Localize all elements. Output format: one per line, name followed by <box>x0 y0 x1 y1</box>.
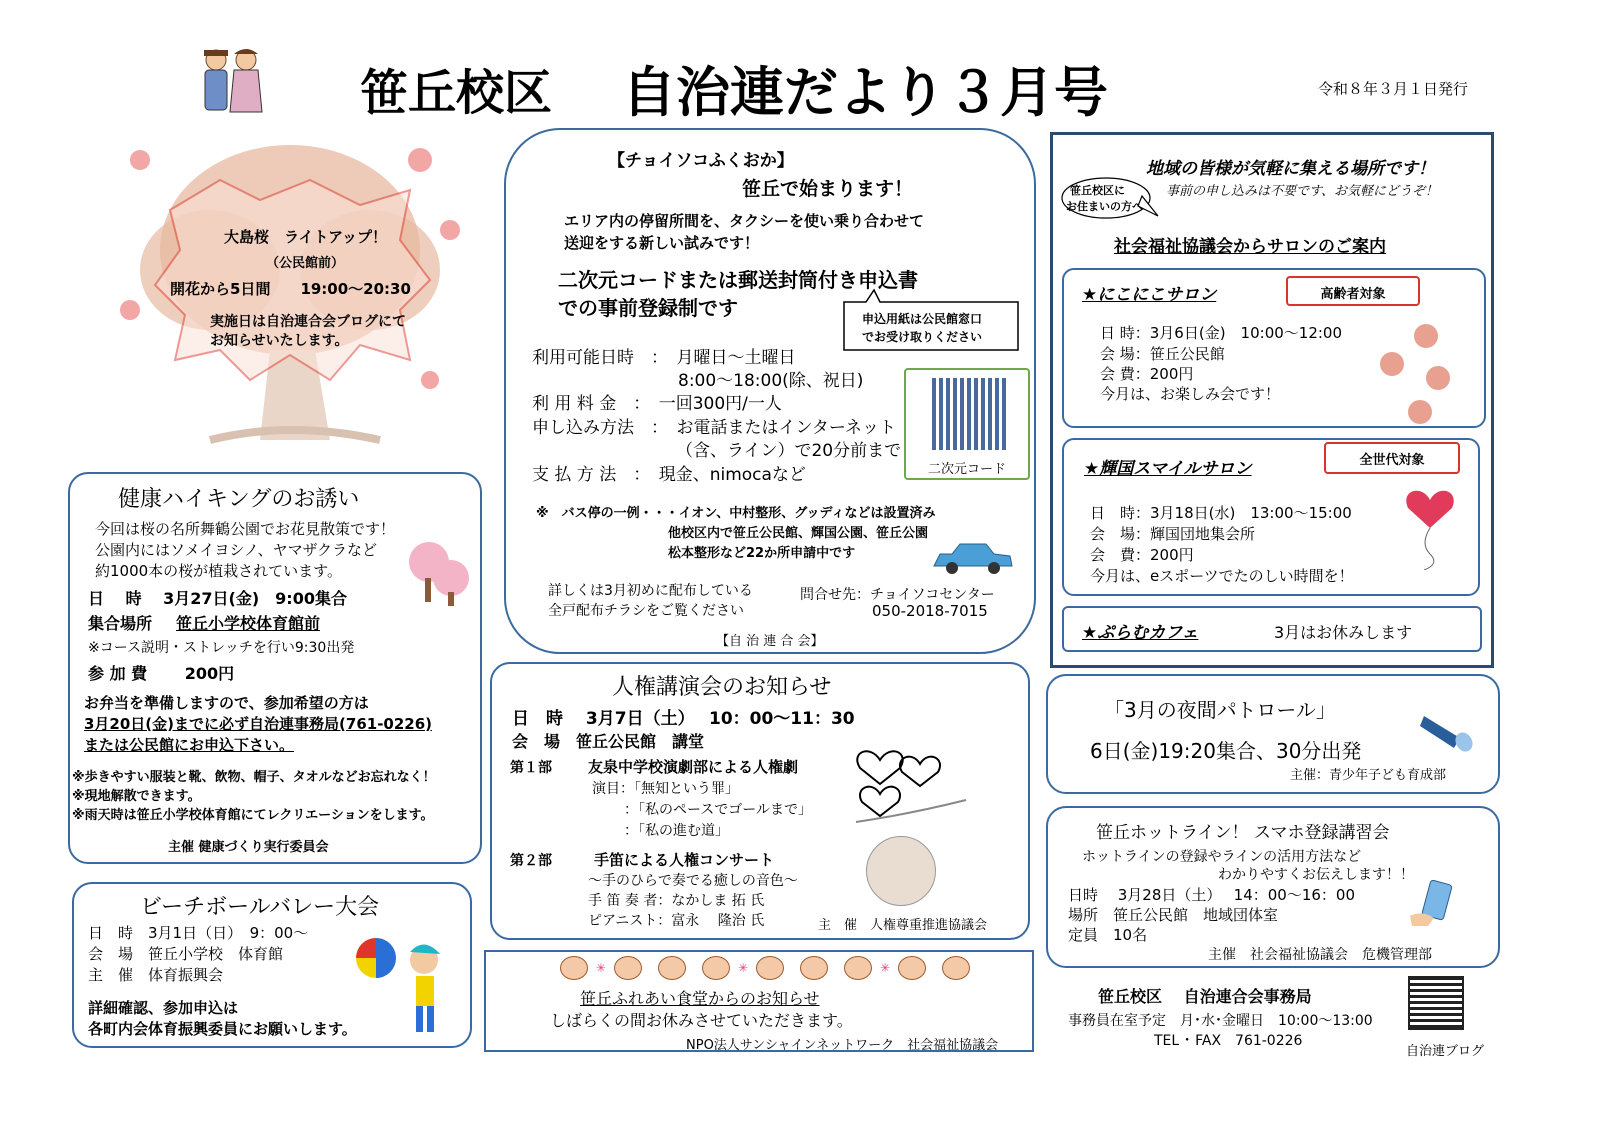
face-icon <box>800 956 828 980</box>
jinken-part1-item-2: ：「私のペースでゴールまで」 <box>624 802 813 818</box>
plum-cafe-name: ★ぷらむカフェ <box>1082 623 1199 643</box>
smartphone-hand-icon <box>1408 880 1456 928</box>
choisoko-row-3: 利 用 料 金 ： 一回300円/一人 <box>532 394 782 414</box>
star-icon: ✳ <box>880 961 891 975</box>
hiking-place-label: 集合場所 <box>88 614 153 633</box>
hiking-date: 日 時 3月27日(金) 9:00集合 <box>88 589 347 608</box>
choisoko-register-2: での事前登録制です <box>558 296 738 320</box>
beach-ball-kid-illustration <box>354 930 454 1040</box>
face-icon <box>658 956 686 980</box>
beach-row-3: 主 催 体育振興会 <box>88 966 224 984</box>
jinken-date: 日 時 3月7日（土） 10：00～11：30 <box>512 709 855 729</box>
hotline-row-2: 場所 笹丘公民館 地域団体室 <box>1068 906 1279 924</box>
hotline-row-3: 定員 10名 <box>1068 926 1148 944</box>
plum-cafe-note: 3月はお休みします <box>1274 623 1413 642</box>
fureai-org: NPO法人サンシャインネットワーク 社会福祉協議会 <box>686 1038 999 1053</box>
sakura-note-1: 実施日は自治連合会ブログにて <box>210 314 406 330</box>
issue-date: 令和８年３月１日発行 <box>1318 80 1469 98</box>
bubble-line-2: お住まいの方へ <box>1066 200 1143 213</box>
jinken-organizer: 主 催 人権尊重推進協議会 <box>818 918 988 933</box>
face-icon <box>898 956 926 980</box>
heart-balloon-icon <box>1400 480 1460 570</box>
nikoniko-row-4: 今月は、お楽しみ会です！ <box>1100 385 1281 403</box>
jinken-part2-label: 第２部 <box>510 853 552 869</box>
jinken-part2-title: 手笛による人権コンサート <box>594 851 775 869</box>
fureai-title: 笹丘ふれあい食堂からのお知らせ <box>580 989 820 1008</box>
choisoko-bus-2: 他校区内で笹丘公民館、輝国公園、笹丘公園 <box>668 526 929 541</box>
kikoku-row-4: 今月は、eスポーツでたのしい時間を！ <box>1090 567 1354 585</box>
choisoko-bus-1: ※ バス停の一例・・・イオン、中村整形、グッディなどは設置済み <box>536 506 936 521</box>
hiking-intro-3: 約1000本の桜が植栽されています。 <box>95 562 342 580</box>
car-icon <box>928 538 1018 578</box>
office-tel: TEL ･ FAX 761-0226 <box>1154 1033 1303 1049</box>
salon-tagline-2: 事前の申し込みは不要です、お気軽にどうぞ！ <box>1166 184 1438 199</box>
choisoko-contact-2: 050-2018-7015 <box>872 602 988 620</box>
blog-label: 自治連ブログ <box>1406 1044 1485 1059</box>
hiking-organizer: 主催 健康づくり実行委員会 <box>168 840 329 855</box>
sakura-period: 開花から5日間 19:00～20:30 <box>170 280 411 298</box>
choisoko-detail-2: 全戸配布チラシをご覧ください <box>548 603 744 619</box>
qr-code-label: 二次元コード <box>928 462 1007 477</box>
bubble-line-1: 笹丘校区に <box>1070 184 1125 197</box>
hiking-intro-1: 今回は桜の名所舞鶴公園でお花見散策です！ <box>95 520 396 538</box>
page-title: 自治連だより３月号 <box>622 61 1108 124</box>
face-icon <box>614 956 642 980</box>
cherry-trees-icon <box>405 538 475 606</box>
jinken-part1-title: 友泉中学校演劇部による人権劇 <box>588 758 799 776</box>
hotline-desc-2: わかりやすくお伝えします！！ <box>1218 867 1414 883</box>
kikoku-target-badge: 全世代対象 <box>1324 442 1460 474</box>
choisoko-title-1: 【チョイソコふくおか】 <box>608 151 794 171</box>
hiking-title: 健康ハイキングのお誘い <box>118 487 360 512</box>
choisoko-row-1: 利用可能日時 ： 月曜日～土曜日 <box>532 348 796 368</box>
nikoniko-target-badge: 高齢者対象 <box>1286 276 1420 306</box>
choisoko-desc-2: 送迎をする新しい試みです！ <box>564 234 760 252</box>
choisoko-detail-1: 詳しくは3月初めに配布している <box>548 583 753 599</box>
callout-line-1: 申込用紙は公民館窓口 <box>862 312 983 326</box>
qr-code-box <box>904 368 1030 480</box>
hotline-org: 主催 社会福祉協議会 危機管理部 <box>1208 947 1432 963</box>
nikoniko-name: ★にこにこサロン <box>1082 285 1217 305</box>
callout-line-2: でお受け取りください <box>862 330 983 344</box>
hiking-place-value: 笹丘小学校体育館前 <box>176 614 321 633</box>
star-icon: ✳ <box>737 961 749 975</box>
choisoko-row-4: 申し込み方法 ： お電話またはインターネット <box>532 418 896 438</box>
patrol-title: 「3月の夜間パトロール」 <box>1104 698 1336 722</box>
choisoko-bus-3: 松本整形など22か所申請中です <box>668 546 856 561</box>
hiking-note-1: ※歩きやすい服装と靴、飲物、帽子、タオルなどお忘れなく！ <box>72 770 436 785</box>
jinken-title: 人権講演会のお知らせ <box>612 675 832 700</box>
beach-note-1: 詳細確認、参加申込は <box>88 999 239 1017</box>
hiking-note-3: ※雨天時は笹丘小学校体育館にてレクリエーションをします。 <box>72 808 434 823</box>
nikoniko-row-1: 日 時：3月6日(金) 10:00～12:00 <box>1100 324 1343 342</box>
hearts-hand-illustration <box>850 730 970 830</box>
patrol-body: 6日(金)19:20集合、30分出発 <box>1090 739 1362 763</box>
choisoko-register-1: 二次元コードまたは郵送封筒付き申込書 <box>558 268 918 292</box>
fureai-body: しばらくの間お休みさせていただきます。 <box>550 1011 853 1030</box>
kikoku-row-1: 日 時：3月18日(水) 13:00～15:00 <box>1090 504 1352 522</box>
jinken-part2-sub: ～手のひらで奏でる癒しの音色～ <box>588 873 798 889</box>
hiking-apply-1: お弁当を準備しますので、参加希望の方は <box>84 694 369 712</box>
nikoniko-row-2: 会 場：笹丘公民館 <box>1100 345 1225 363</box>
cherry-blossom-icons <box>1378 322 1468 426</box>
patrol-org: 主催：青少年子ども育成部 <box>1290 768 1447 783</box>
jinken-performer-2: ピアニスト：富永 隆治 氏 <box>588 913 765 929</box>
page-title-school: 笹丘校区 <box>360 65 553 121</box>
sakura-title: 大島桜 ライトアップ！ <box>224 228 388 246</box>
hiking-fee: 参 加 費 200円 <box>88 664 235 683</box>
jinken-part1-label: 第１部 <box>510 760 552 776</box>
choisoko-row-2: 8:00～18:00(除、祝日) <box>678 371 864 391</box>
office-title: 笹丘校区 自治連合会事務局 <box>1098 987 1312 1006</box>
hiking-note-2: ※現地解散できます。 <box>72 789 201 804</box>
sakura-note-2: お知らせいたします。 <box>210 333 349 349</box>
kikoku-row-3: 会 費：200円 <box>1090 546 1194 564</box>
face-icon <box>942 956 970 980</box>
face-icon <box>560 956 588 980</box>
beach-row-1: 日 時 3月1日（日） 9：00～ <box>88 924 309 942</box>
performer-photo <box>866 836 936 906</box>
choisoko-title-2: 笹丘で始まります！ <box>742 178 914 200</box>
jinken-part1-item-3: ：「私の進む道」 <box>624 823 729 839</box>
hotline-row-1: 日時 3月28日（土） 14：00～16：00 <box>1068 886 1356 904</box>
hiking-intro-2: 公園内にはソメイヨシノ、ヤマザクラなど <box>95 541 378 559</box>
couple-illustration <box>196 44 266 116</box>
salon-title: 社会福祉協議会からサロンのご案内 <box>1114 237 1386 257</box>
choisoko-organizer: 【自 治 連 合 会】 <box>716 634 824 649</box>
choisoko-desc-1: エリア内の停留所間を、タクシーを使い乗り合わせて <box>564 212 925 230</box>
salon-tagline-1: 地域の皆様が気軽に集える場所です！ <box>1146 159 1435 179</box>
jinken-place: 会 場 笹丘公民館 講堂 <box>512 732 705 751</box>
face-icon <box>844 956 872 980</box>
sakura-location: （公民館前） <box>266 256 345 271</box>
jinken-part1-item-1: 演目：「無知という罪」 <box>592 781 739 797</box>
application-form-callout <box>840 288 1022 354</box>
page-title-area <box>360 54 552 123</box>
hiking-apply-3: または公民館にお申込下さい。 <box>84 736 295 754</box>
face-icon <box>702 956 730 980</box>
hiking-course-note: ※コース説明・ストレッチを行い9:30出発 <box>88 640 355 656</box>
hotline-desc-1: ホットラインの登録やラインの活用方法など <box>1082 849 1362 865</box>
kikoku-name: ★輝国スマイルサロン <box>1084 459 1252 479</box>
faces-decoration <box>520 956 1010 980</box>
choisoko-row-5: （含、ライン）で20分前まで <box>676 441 902 461</box>
jinken-performer-1: 手 笛 奏 者：なかしま 拓 氏 <box>588 893 765 909</box>
office-hours: 事務員在室予定 月･水･金曜日 10:00～13:00 <box>1068 1013 1373 1029</box>
flashlight-icon <box>1420 706 1476 752</box>
beach-row-2: 会 場 笹丘小学校 体育館 <box>88 945 284 963</box>
choisoko-row-6: 支 払 方 法 ： 現金、nimocaなど <box>532 465 806 485</box>
hiking-apply-2: 3月20日(金)までに必ず自治連事務局(761-0226) <box>84 715 433 733</box>
salon-residents-bubble <box>1060 176 1160 224</box>
qr-code <box>932 378 1006 450</box>
blog-qr-code[interactable] <box>1408 976 1464 1030</box>
nikoniko-row-3: 会 費：200円 <box>1100 365 1194 383</box>
kikoku-row-2: 会 場：輝国団地集会所 <box>1090 525 1256 543</box>
beach-title: ビーチボールバレー大会 <box>140 895 380 920</box>
face-icon <box>756 956 784 980</box>
hotline-title: 笹丘ホットライン！ スマホ登録講習会 <box>1096 823 1390 843</box>
star-icon: ✳ <box>595 961 606 975</box>
choisoko-contact-1: 問合せ先：チョイソコセンター <box>800 587 995 603</box>
beach-note-2: 各町内会体育振興委員にお願いします。 <box>88 1020 357 1038</box>
